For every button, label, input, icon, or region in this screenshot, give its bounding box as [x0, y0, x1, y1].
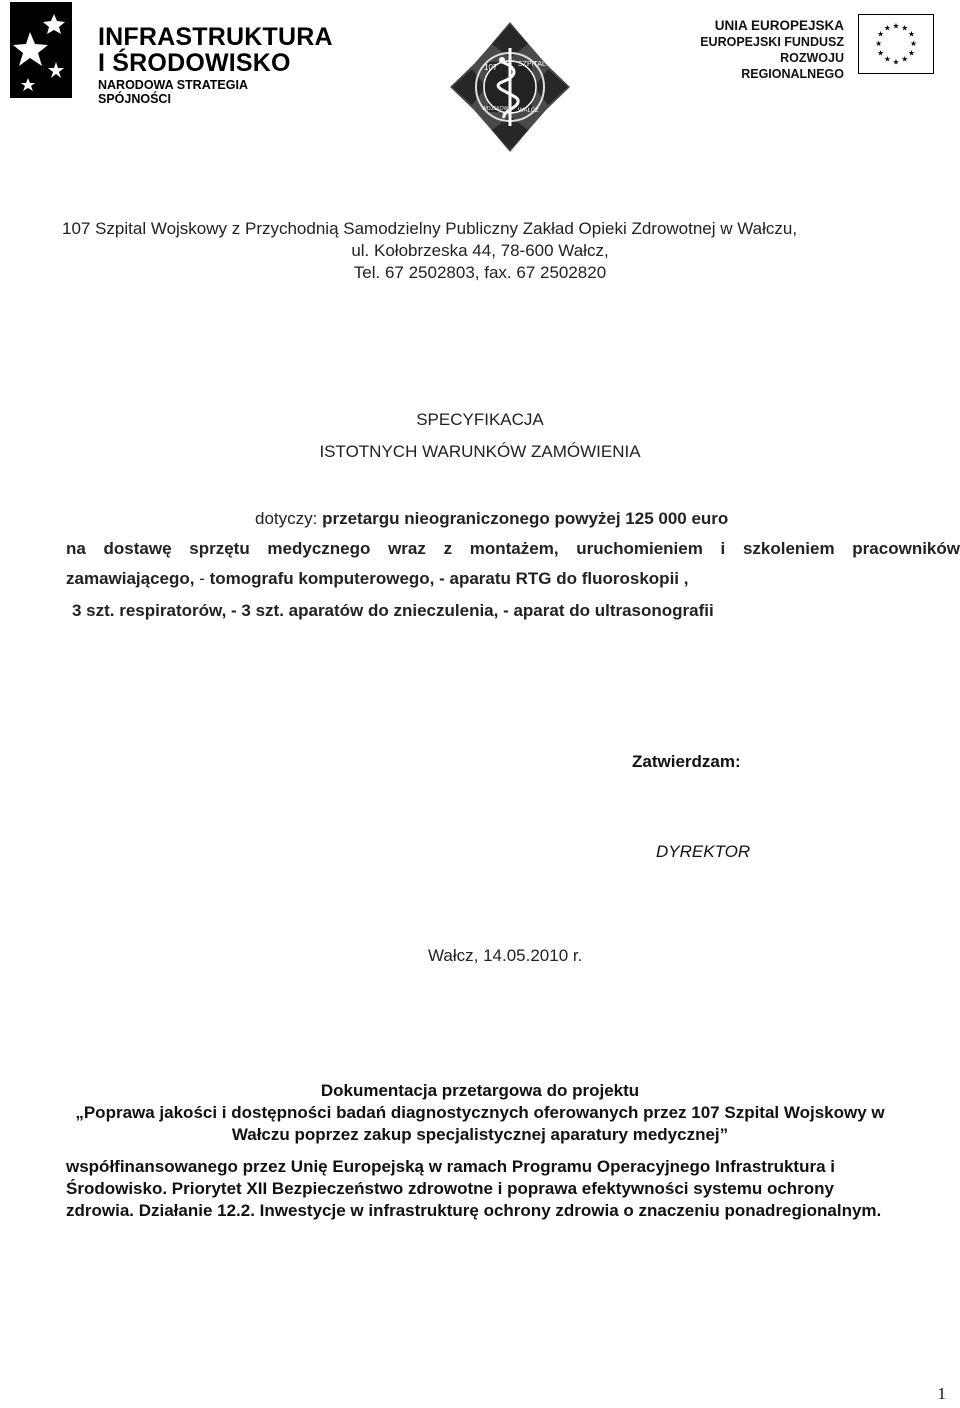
svg-text:★: ★ — [877, 48, 884, 58]
approval-label: Zatwierdzam: — [632, 752, 741, 771]
approval-signatory: DYREKTOR — [656, 842, 751, 861]
place-date: Wałcz, 14.05.2010 r. — [428, 946, 583, 965]
cofunding-paragraph — [66, 1156, 956, 1222]
svg-text:★: ★ — [892, 21, 900, 31]
eu-line-1: UNIA EUROPEJSKA — [714, 18, 844, 33]
subject-line-3b: - — [194, 569, 210, 588]
svg-text:★: ★ — [883, 54, 891, 64]
cofunding-line-2: Środowisko. Priorytet XII Bezpieczeństwo zdrowotne i poprawa efektywności systemu ochrony — [66, 1179, 835, 1198]
subject-line-3a: zamawiającego, — [66, 569, 195, 588]
crest-text-right: SZPITAL — [518, 61, 546, 68]
svg-text:★: ★ — [877, 29, 884, 39]
crest-text-bottom-right: WAŁCZ — [518, 108, 539, 114]
eu-line-3: ROZWOJU REGIONALNEGO — [741, 51, 844, 81]
crest-text-bottom-left: WOJSKOWY — [482, 106, 512, 112]
project-line-2: „Poprawa jakości i dostępności badań diagnostycznych oferowanych przez 107 Szpital Wojskowy w — [75, 1103, 885, 1122]
svg-text:★: ★ — [908, 29, 915, 39]
document-title: SPECYFIKACJA — [416, 410, 544, 429]
svg-text:★: ★ — [909, 38, 917, 48]
svg-text:★: ★ — [892, 57, 900, 67]
infrastruktura-logo — [10, 2, 333, 106]
svg-text:★: ★ — [875, 38, 883, 48]
eu-logo — [684, 14, 934, 81]
subject-line-3 — [66, 568, 688, 590]
cofunding-line-1: współfinansowanego przez Unię Europejską w ramach Programu Operacyjnego Infrastruktura i — [66, 1157, 835, 1176]
eu-logo-text — [684, 18, 844, 82]
page-number: 1 — [937, 1384, 946, 1403]
hospital-crest-icon — [446, 18, 574, 156]
svg-text:★: ★ — [901, 54, 909, 64]
subject-line-1 — [255, 508, 728, 530]
address-line-3: Tel. 67 2502803, fax. 67 2502820 — [353, 263, 607, 282]
svg-text:★: ★ — [908, 48, 915, 58]
subject-line-3c: tomografu komputerowego, - aparatu RTG do fluoroskopii , — [209, 569, 689, 588]
subject-prefix: dotyczy: — [255, 509, 323, 528]
document-subtitle: ISTOTNYCH WARUNKÓW ZAMÓWIENIA — [319, 442, 641, 461]
address-line-2: ul. Kołobrzeska 44, 78-600 Wałcz, — [351, 241, 609, 260]
eu-line-2: EUROPEJSKI FUNDUSZ — [700, 35, 844, 49]
star-figure-icon — [10, 2, 72, 98]
logo-line-3: NARODOWA STRATEGIA SPÓJNOŚCI — [98, 78, 248, 106]
subject-tender: przetargu nieograniczonego powyżej 125 000 euro — [322, 509, 729, 528]
project-line-3: Wałczu poprzez zakup specjalistycznej aparatury medycznej” — [231, 1125, 729, 1144]
logo-line-2: I ŚRODOWISKO — [98, 49, 291, 77]
eu-flag-icon — [858, 14, 934, 74]
crest-text-top: 107 — [484, 63, 498, 72]
svg-text:★: ★ — [901, 23, 909, 33]
logo-line-1: INFRASTRUKTURA — [98, 23, 333, 51]
cofunding-line-3: zdrowia. Działanie 12.2. Inwestycje w infrastrukturę ochrony zdrowia o znaczeniu ponadregionalnym. — [66, 1201, 882, 1220]
address-line-1: 107 Szpital Wojskowy z Przychodnią Samodzielny Publiczny Zakład Opieki Zdrowotnej w Wałczu, — [62, 219, 798, 238]
subject-line-4: 3 szt. respiratorów, - 3 szt. aparatów do znieczulenia, - aparat do ultrasonografii — [72, 601, 714, 620]
subject-line-2: na dostawę sprzętu medycznego wraz z montażem, uruchomieniem i szkoleniem pracowników — [66, 539, 960, 558]
svg-text:★: ★ — [883, 23, 891, 33]
project-line-1: Dokumentacja przetargowa do projektu — [320, 1081, 640, 1100]
